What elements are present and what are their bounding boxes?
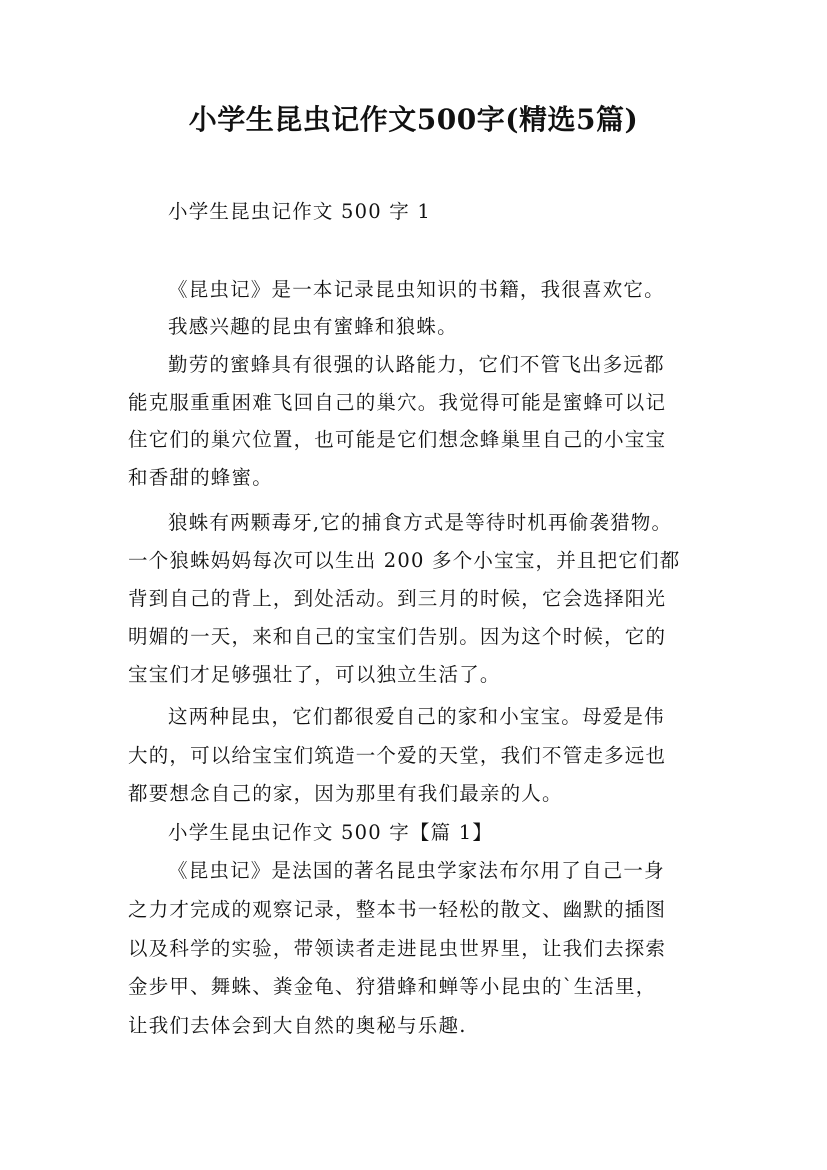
- paragraph-line: 狼蛛有两颗毒牙,它的捕食方式是等待时机再偷袭猎物。: [168, 511, 673, 534]
- paragraph-line: 之力才完成的观察记录，整本书一轻松的散文、幽默的插图: [128, 898, 667, 921]
- paragraph-line: 让我们去体会到大自然的奥秘与乐趣.: [128, 1014, 467, 1037]
- section-heading: 小学生昆虫记作文 500 字【篇 1】: [168, 821, 494, 844]
- paragraph-line: 和香甜的蜂蜜。: [128, 466, 273, 489]
- paragraph-line: 都要想念自己的家，因为那里有我们最亲的人。: [128, 782, 563, 805]
- paragraph-line: 明媚的一天，来和自己的宝宝们告别。因为这个时候，它的: [128, 625, 667, 648]
- paragraph-line: 《昆虫记》是一本记录昆虫知识的书籍，我很喜欢它。: [168, 278, 665, 301]
- paragraph-line: 金步甲、舞蛛、粪金龟、狩猎蜂和蝉等小昆虫的`生活里，: [128, 975, 657, 998]
- paragraph-line: 背到自己的背上，到处活动。到三月的时候，它会选择阳光: [128, 587, 667, 610]
- paragraph-line: 以及科学的实验，带领读者走进昆虫世界里，让我们去探索: [128, 937, 667, 960]
- page-title: 小学生昆虫记作文500字(精选5篇): [188, 103, 639, 136]
- paragraph-line: 勤劳的蜜蜂具有很强的认路能力，它们不管飞出多远都: [168, 353, 665, 376]
- paragraph-line: 宝宝们才足够强壮了，可以独立生活了。: [128, 663, 501, 686]
- paragraph-line: 能克服重重困难飞回自己的巢穴。我觉得可能是蜜蜂可以记: [128, 391, 667, 414]
- paragraph-line: 这两种昆虫，它们都很爱自己的家和小宝宝。母爱是伟: [168, 705, 665, 728]
- section-heading: 小学生昆虫记作文 500 字 1: [168, 200, 431, 223]
- paragraph-line: 大的，可以给宝宝们筑造一个爱的天堂，我们不管走多远也: [128, 744, 667, 767]
- paragraph-line: 住它们的巢穴位置，也可能是它们想念蜂巢里自己的小宝宝: [128, 428, 667, 451]
- paragraph-line: 一个狼蛛妈妈每次可以生出 200 多个小宝宝，并且把它们都: [128, 549, 681, 572]
- paragraph-line: 我感兴趣的昆虫有蜜蜂和狼蛛。: [168, 315, 458, 338]
- paragraph-line: 《昆虫记》是法国的著名昆虫学家法布尔用了自己一身: [168, 859, 665, 882]
